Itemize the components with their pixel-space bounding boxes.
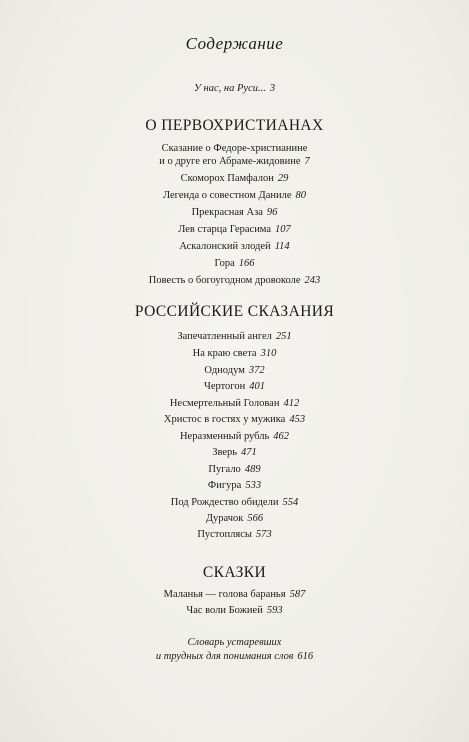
toc-entry[interactable]: [0, 172, 469, 185]
entry-page: 96: [266, 207, 278, 218]
entry-title: Дурачок: [205, 513, 244, 524]
entry-title: Маланья — голова баранья: [163, 589, 286, 600]
entry-page: 107: [275, 224, 291, 235]
entry-title-line: и о друге его Абраме-жидовине: [159, 156, 301, 167]
toc-entry[interactable]: [0, 380, 469, 393]
entry-title: Пустоплясы: [197, 529, 252, 540]
entry-title: Повесть о богоугодном дровоколе: [148, 275, 301, 286]
toc-entry[interactable]: [0, 463, 469, 476]
toc-entry[interactable]: [0, 397, 469, 410]
toc-entry[interactable]: [0, 496, 469, 509]
entry-page: 310: [260, 348, 277, 359]
entry-title: Легенда о совестном Даниле: [162, 190, 292, 201]
glossary-title-line: и трудных для понимания слов: [155, 651, 294, 662]
entry-page: 554: [282, 497, 299, 508]
entry-page: 3: [269, 83, 276, 94]
toc-entry[interactable]: [0, 330, 469, 343]
toc-entry[interactable]: [0, 206, 469, 219]
entry-title: Лев старца Герасима: [178, 224, 272, 235]
entry-page: 453: [289, 414, 306, 425]
entry-page: 593: [266, 605, 283, 616]
entry-page: 372: [248, 365, 265, 376]
entry-page: 80: [295, 190, 307, 201]
page-title: Содержание: [185, 34, 284, 53]
toc-entry[interactable]: [0, 413, 469, 426]
toc-entry[interactable]: [0, 240, 469, 253]
entry-title: Однодум: [204, 365, 245, 376]
entry-title: Христос в гостях у мужика: [163, 414, 286, 425]
entry-title: Несмертельный Голован: [169, 398, 280, 409]
entry-title: Под Рождество обидели: [170, 497, 279, 508]
section-heading: СКАЗКИ: [202, 564, 267, 581]
entry-title: Гора: [214, 258, 235, 269]
entry-title: Чертогон: [204, 381, 246, 392]
entry-title: Неразменный рубль: [179, 431, 270, 442]
glossary-entry-cont[interactable]: [0, 650, 469, 663]
entry-page: 573: [255, 529, 272, 540]
entry-page: 114: [274, 241, 290, 252]
entry-title: Прекрасная Аза: [191, 207, 263, 218]
entry-page: 401: [249, 381, 265, 392]
toc-entry[interactable]: [0, 430, 469, 443]
toc-entry[interactable]: [0, 479, 469, 492]
section-heading: О ПЕРВОХРИСТИАНАХ: [145, 117, 324, 134]
entry-page: 471: [241, 447, 257, 458]
entry-title: Аскалонский злодей: [179, 241, 271, 252]
entry-page: 566: [247, 513, 264, 524]
entry-title: Час воли Божией: [186, 605, 263, 616]
entry-page: 166: [238, 258, 255, 269]
glossary-title-line: Словарь устаревших: [187, 637, 282, 648]
toc-entry[interactable]: [0, 604, 469, 617]
entry-page: 533: [245, 480, 262, 491]
entry-title: На краю света: [192, 348, 257, 359]
entry-title: У нас, на Руси...: [193, 83, 266, 94]
glossary-entry[interactable]: [0, 636, 469, 649]
toc-entry[interactable]: [0, 142, 469, 155]
toc-entry-cont[interactable]: [0, 155, 469, 168]
entry-title: Скоморох Памфалон: [180, 173, 274, 184]
entry-page: 251: [275, 331, 292, 342]
entry-page: 462: [273, 431, 290, 442]
entry-page: 7: [304, 156, 310, 167]
entry-page: 243: [304, 275, 321, 286]
toc-entry[interactable]: [0, 528, 469, 541]
glossary-page: 616: [297, 651, 314, 662]
toc-entry[interactable]: [0, 446, 469, 459]
intro-entry[interactable]: [0, 82, 469, 95]
entry-title-line: Сказание о Федоре-христианине: [161, 143, 308, 154]
entry-page: 489: [244, 464, 261, 475]
entry-page: 412: [283, 398, 300, 409]
entry-title: Пугало: [208, 464, 241, 475]
entry-title: Запечатленный ангел: [177, 331, 272, 342]
toc-entry[interactable]: [0, 347, 469, 360]
toc-entry[interactable]: [0, 274, 469, 287]
toc-entry[interactable]: [0, 364, 469, 377]
toc-entry[interactable]: [0, 223, 469, 236]
toc-entry[interactable]: [0, 588, 469, 601]
entry-page: 587: [289, 589, 306, 600]
entry-page: 29: [277, 173, 289, 184]
section-heading: РОССИЙСКИЕ СКАЗАНИЯ: [134, 303, 335, 320]
entry-title: Фигура: [207, 480, 242, 491]
toc-entry[interactable]: [0, 257, 469, 270]
entry-title: Зверь: [212, 447, 238, 458]
toc-entry[interactable]: [0, 512, 469, 525]
toc-entry[interactable]: [0, 189, 469, 202]
